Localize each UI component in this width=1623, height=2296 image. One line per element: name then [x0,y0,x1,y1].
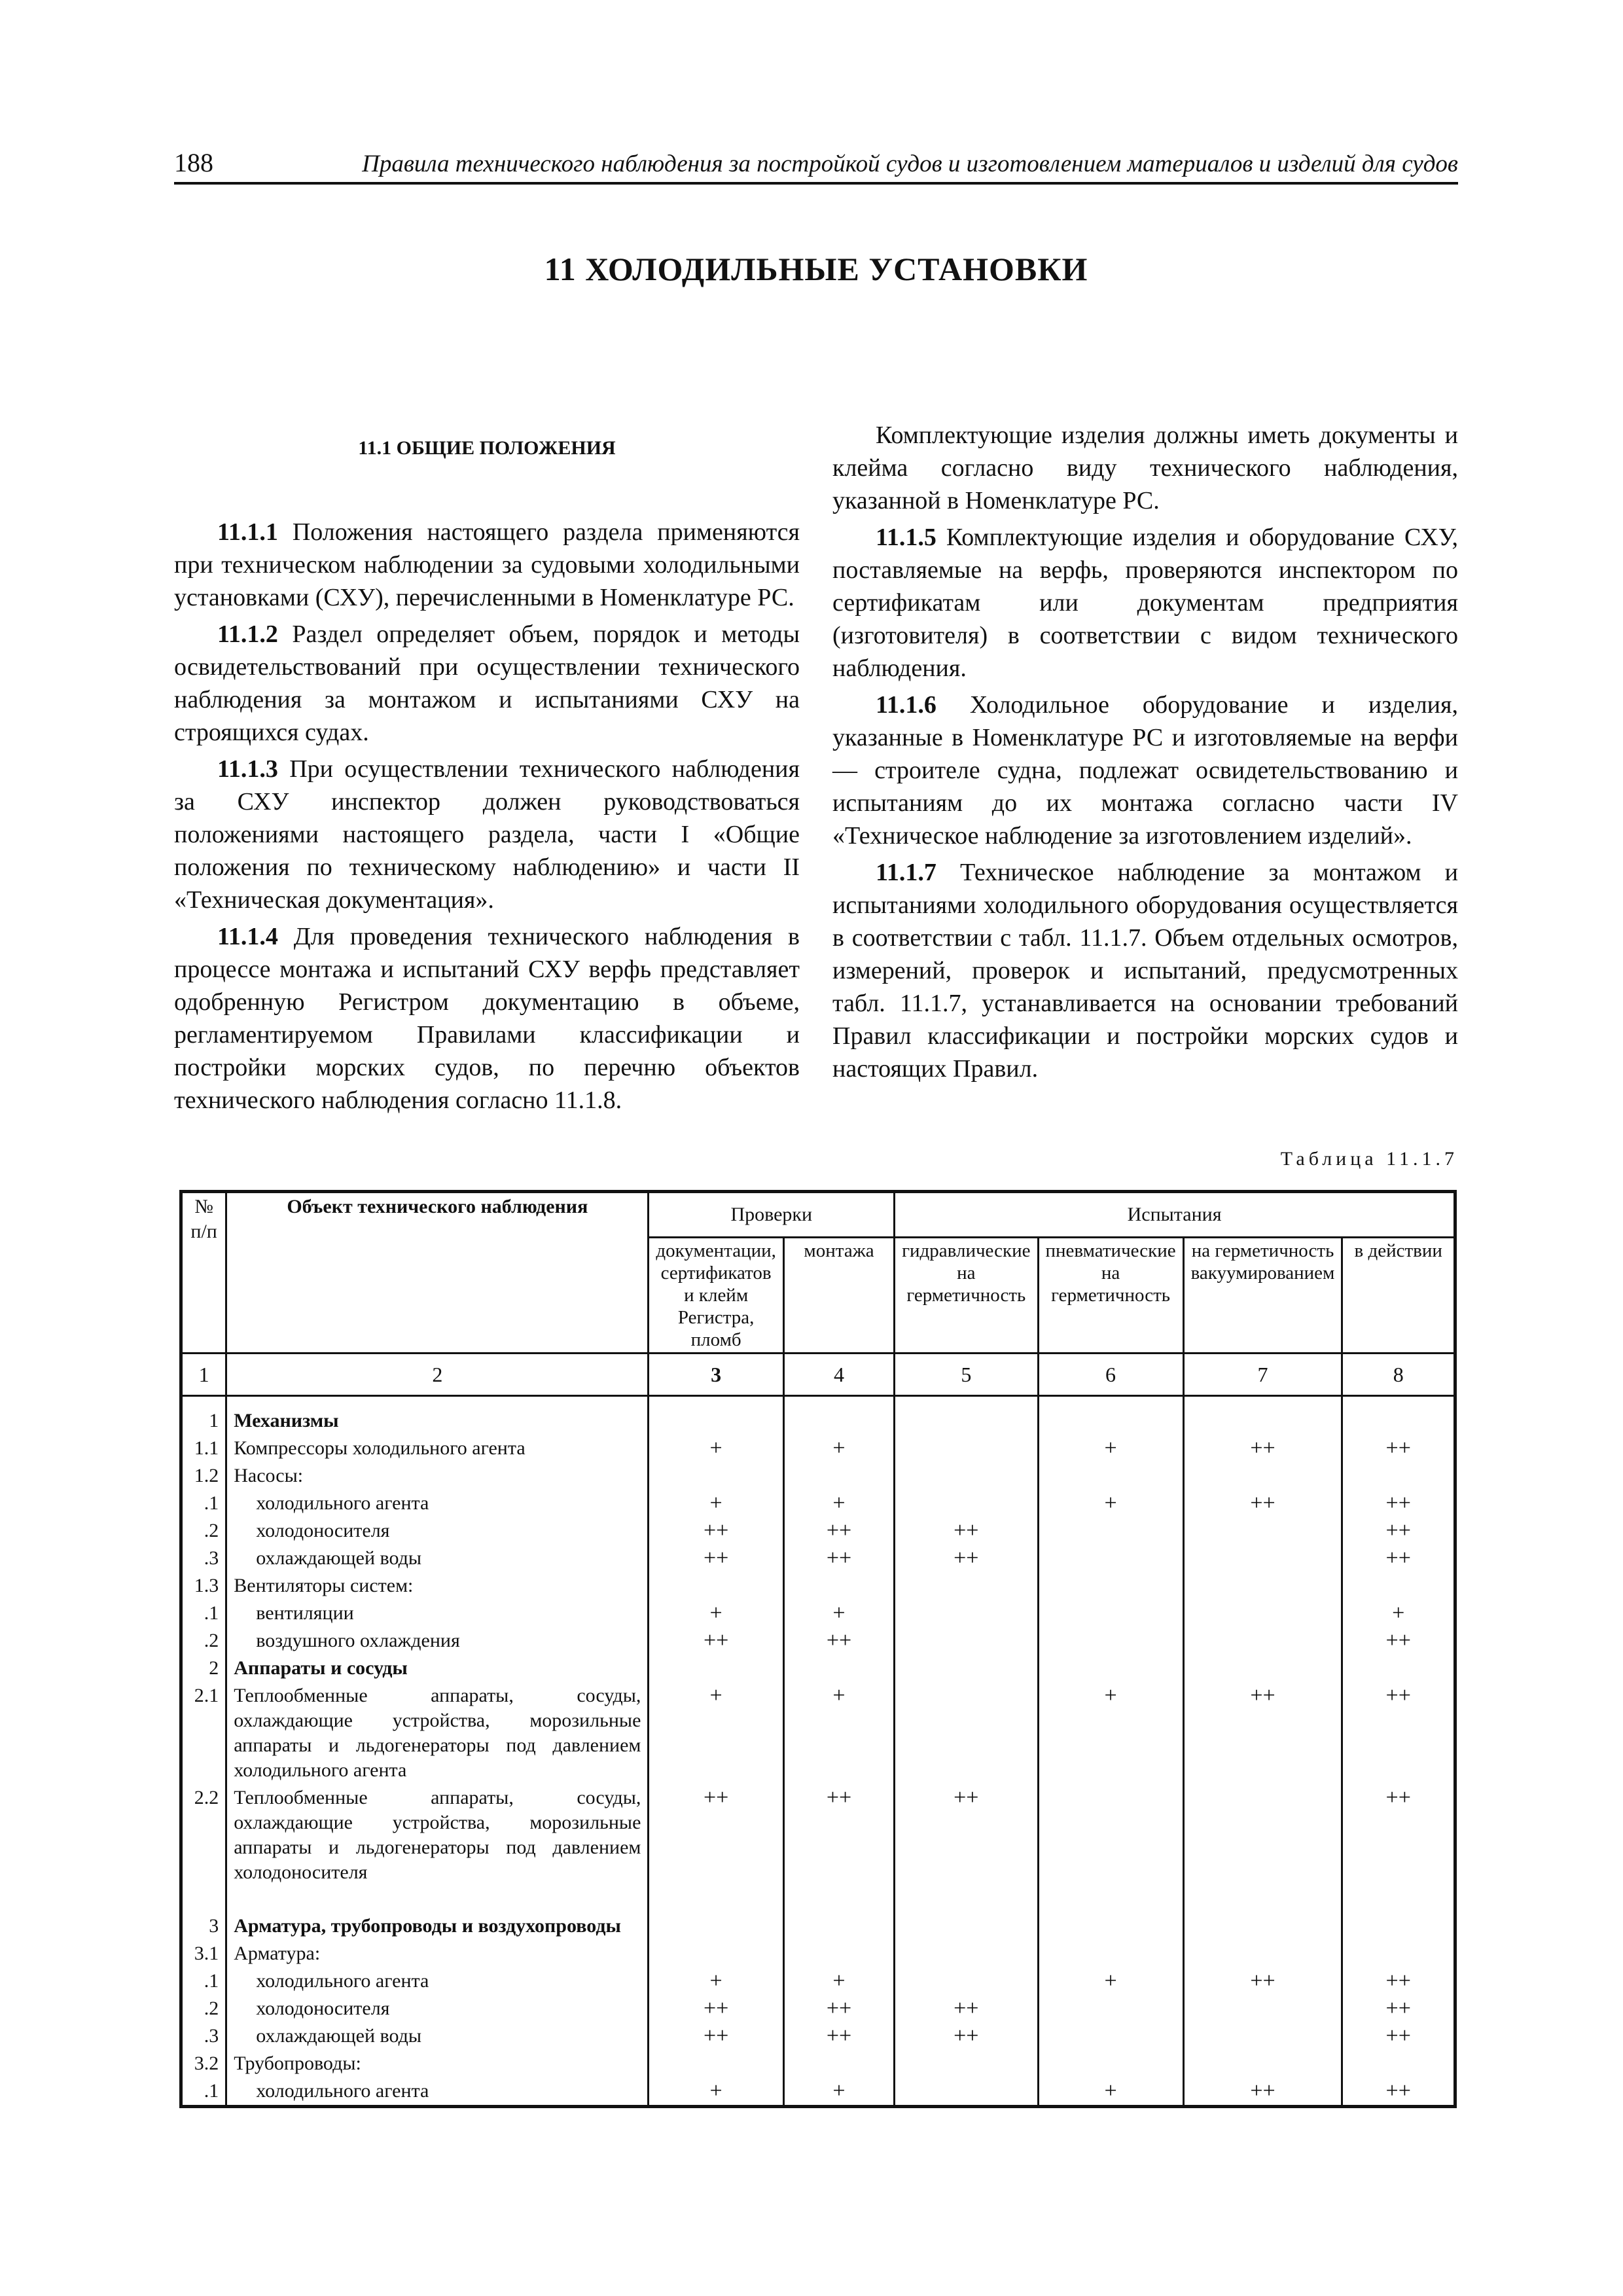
mark-cell: ++ [783,1545,894,1572]
header-sub-pneumatic: пневматические на герметичность [1038,1238,1183,1354]
object-name: холодильного агента [256,2080,429,2102]
right-paragraphs [832,419,1458,1085]
paragraph [832,419,1458,517]
mark-cell [1038,1572,1183,1600]
mark-cell: ++ [649,1627,784,1655]
table-row [181,1600,1455,1627]
mark-cell [1342,1572,1455,1600]
text-column-left [174,419,800,1121]
mark-cell [895,1600,1038,1627]
mark-cell: ++ [783,1517,894,1545]
mark-cell [1183,1655,1342,1682]
row-object [226,1940,649,1967]
paragraph-text: При осуществлении технического наблюдения за СХУ инспектор должен руководствоваться положениями настоящего раздела, части I «Общие положения по техническому наблюдению» и части II «Техническая документация». [174,755,800,914]
mark-cell [783,1940,894,1967]
row-number: 3 [181,1912,226,1940]
mark-cell: ++ [895,2022,1038,2050]
mark-cell [649,1940,784,1967]
table-row [181,1396,1455,1435]
mark-cell: ++ [1342,1435,1455,1462]
mark-cell: + [649,2077,784,2107]
paragraph-text: Положения настоящего раздела применяются при техническом наблюдении за судовыми холодильными установками (СХУ), перечисленными в Номенклатуре РС. [174,518,800,611]
inspection-table [179,1190,1457,2108]
mark-cell [1183,1940,1342,1967]
running-title: Правила технического наблюдения за постройкой судов и изготовлением материалов и изделий для судов [362,151,1458,177]
mark-cell [783,1396,894,1435]
row-number: 2 [181,1655,226,1682]
table-row [181,1912,1455,1940]
row-number: .1 [181,2077,226,2107]
mark-cell [1038,1396,1183,1435]
header-sub-hydraulic: гидравлические на герметичность [895,1238,1038,1354]
mark-cell [649,1462,784,1490]
column-number: 8 [1342,1354,1455,1396]
column-number-row [181,1354,1455,1396]
mark-cell: ++ [1342,1545,1455,1572]
mark-cell: ++ [649,1545,784,1572]
row-object [226,1462,649,1490]
header-col-num: № п/п [181,1192,226,1354]
mark-cell: + [783,1490,894,1517]
object-name: Теплообменные аппараты, сосуды, охлаждающие устройства, морозильные аппараты и льдогенераторы под давлением холодоносителя [234,1787,641,1883]
table-row [181,1655,1455,1682]
mark-cell [895,1967,1038,1995]
table-row [181,2077,1455,2107]
mark-cell: ++ [783,1995,894,2022]
object-name: Арматура: [234,1943,321,1964]
mark-cell: + [1038,2077,1183,2107]
spacer-cell [1183,1886,1342,1912]
table-row [181,1462,1455,1490]
row-number: 3.2 [181,2050,226,2077]
object-name: Компрессоры холодильного агента [234,1437,526,1459]
table-row [181,1435,1455,1462]
mark-cell [1038,1462,1183,1490]
header-sub-operation: в действии [1342,1238,1455,1354]
text-column-right [832,419,1458,1089]
mark-cell: ++ [783,1627,894,1655]
mark-cell [783,1572,894,1600]
mark-cell [1183,1995,1342,2022]
table-row [181,1940,1455,1967]
mark-cell [1342,1912,1455,1940]
row-number: 1.3 [181,1572,226,1600]
header-sub-installation: монтажа [783,1238,894,1354]
mark-cell: ++ [1342,1995,1455,2022]
mark-cell [895,1655,1038,1682]
mark-cell: + [649,1490,784,1517]
table-caption: Таблица 11.1.7 [1280,1148,1458,1170]
object-name: холодоносителя [256,1520,390,1541]
mark-cell [1183,1912,1342,1940]
row-object [226,2077,649,2107]
mark-cell [1342,1396,1455,1435]
mark-cell: + [1038,1967,1183,1995]
mark-cell: ++ [895,1517,1038,1545]
row-object [226,1545,649,1572]
column-number: 4 [783,1354,894,1396]
column-number: 3 [649,1354,784,1396]
mark-cell: + [1038,1490,1183,1517]
mark-cell [1183,1572,1342,1600]
table-row [181,2050,1455,2077]
mark-cell: + [783,1600,894,1627]
column-number: 5 [895,1354,1038,1396]
row-number: .2 [181,1627,226,1655]
mark-cell [1183,1545,1342,1572]
mark-cell: + [783,1682,894,1784]
mark-cell: ++ [1183,1967,1342,1995]
object-name: воздушного охлаждения [256,1630,460,1651]
table-body [181,1396,1455,2107]
mark-cell: ++ [649,1517,784,1545]
table-row [181,1545,1455,1572]
table-row [181,1572,1455,1600]
paragraph-number: 11.1.1 [217,518,278,546]
header-col-object: Объект технического наблюдения [226,1192,649,1354]
spacer-cell [1342,1886,1455,1912]
mark-cell [1038,1627,1183,1655]
table-row [181,1784,1455,1886]
mark-cell [1342,1462,1455,1490]
mark-cell [1038,1655,1183,1682]
table-spacer-row [181,1886,1455,1912]
mark-cell: + [1342,1600,1455,1627]
chapter-title: 11 ХОЛОДИЛЬНЫЕ УСТАНОВКИ [544,251,1088,287]
table-row [181,1967,1455,1995]
paragraph [174,618,800,749]
spacer-cell [226,1886,649,1912]
row-number: .2 [181,1517,226,1545]
row-object [226,1912,649,1940]
object-name: холодильного агента [256,1492,429,1514]
table-row [181,2022,1455,2050]
mark-cell: ++ [895,1545,1038,1572]
header-group-checks: Проверки [649,1192,895,1238]
header-sub-documents: документации, сертификатов и клейм Регистра, пломб [649,1238,784,1354]
mark-cell [1183,1627,1342,1655]
mark-cell [1342,2050,1455,2077]
section-heading: 11.1 ОБЩИЕ ПОЛОЖЕНИЯ [358,437,616,459]
paragraph-text: Комплектующие изделия должны иметь документы и клейма согласно виду технического наблюдения, указанной в Номенклатуре РС. [832,422,1458,514]
object-name: Арматура, трубопроводы и воздухопроводы [234,1915,621,1937]
object-name: Механизмы [234,1410,339,1431]
column-number: 1 [181,1354,226,1396]
mark-cell: + [1038,1435,1183,1462]
spacer-cell [1038,1886,1183,1912]
row-number: 1 [181,1396,226,1435]
mark-cell: ++ [1342,1490,1455,1517]
mark-cell [1038,2022,1183,2050]
mark-cell: ++ [783,2022,894,2050]
row-number: .1 [181,1600,226,1627]
mark-cell: + [649,1435,784,1462]
paragraph-number: 11.1.2 [217,620,278,648]
row-number: 1.1 [181,1435,226,1462]
row-object [226,1967,649,1995]
row-number: 2.2 [181,1784,226,1886]
page-header [174,145,1458,185]
mark-cell: ++ [895,1784,1038,1886]
row-object [226,1784,649,1886]
mark-cell [783,1912,894,1940]
mark-cell: ++ [1342,1682,1455,1784]
row-number: .1 [181,1967,226,1995]
mark-cell [1038,1545,1183,1572]
mark-cell [895,1940,1038,1967]
mark-cell: + [1038,1682,1183,1784]
spacer-cell [783,1886,894,1912]
mark-cell: ++ [1183,1435,1342,1462]
mark-cell [783,2050,894,2077]
row-object [226,1517,649,1545]
mark-cell [895,2077,1038,2107]
row-object [226,1490,649,1517]
mark-cell: ++ [895,1995,1038,2022]
row-object [226,1627,649,1655]
paragraph-number: 11.1.4 [217,923,278,950]
mark-cell [1038,1517,1183,1545]
mark-cell [649,2050,784,2077]
mark-cell [1183,1600,1342,1627]
mark-cell [895,1396,1038,1435]
mark-cell: ++ [1342,1517,1455,1545]
object-name: Теплообменные аппараты, сосуды, охлаждающие устройства, морозильные аппараты и льдогенераторы под давлением холодильного агента [234,1685,641,1781]
spacer-cell [181,1886,226,1912]
mark-cell: + [649,1600,784,1627]
table-row [181,1682,1455,1784]
column-number: 2 [226,1354,649,1396]
mark-cell [895,1682,1038,1784]
mark-cell [1183,1396,1342,1435]
mark-cell: ++ [1183,1490,1342,1517]
object-name: холодоносителя [256,1998,390,2019]
mark-cell [895,1462,1038,1490]
column-number: 7 [1183,1354,1342,1396]
mark-cell: ++ [1183,2077,1342,2107]
mark-cell: + [783,1435,894,1462]
paragraph-number: 11.1.5 [876,524,936,551]
row-object [226,1572,649,1600]
mark-cell: ++ [649,1995,784,2022]
spacer-cell [649,1886,784,1912]
object-name: Насосы: [234,1465,304,1486]
mark-cell [1038,1940,1183,1967]
mark-cell [649,1396,784,1435]
mark-cell: + [649,1682,784,1784]
object-name: вентиляции [256,1602,354,1624]
mark-cell [1038,1600,1183,1627]
row-object [226,1682,649,1784]
mark-cell: ++ [649,2022,784,2050]
mark-cell [895,2050,1038,2077]
paragraph-text: Раздел определяет объем, порядок и методы освидетельствований при осуществлении технического наблюдения за монтажом и испытаниями СХУ на строящихся судах. [174,620,800,746]
paragraph-number: 11.1.6 [876,691,936,719]
mark-cell: ++ [783,1784,894,1886]
paragraph-number: 11.1.7 [876,859,936,886]
object-name: охлаждающей воды [256,2025,422,2047]
row-object [226,1655,649,1682]
paragraph [174,920,800,1117]
mark-cell [1038,2050,1183,2077]
object-name: холодильного агента [256,1970,429,1992]
paragraph [174,753,800,916]
row-object [226,1435,649,1462]
row-object [226,1600,649,1627]
paragraph [832,689,1458,852]
mark-cell [1183,2022,1342,2050]
mark-cell [783,1462,894,1490]
mark-cell [649,1655,784,1682]
mark-cell: ++ [1342,1967,1455,1995]
mark-cell: ++ [1342,1784,1455,1886]
row-number: .3 [181,2022,226,2050]
paragraph [832,521,1458,685]
row-number: 1.2 [181,1462,226,1490]
row-number: .1 [181,1490,226,1517]
mark-cell [1183,1462,1342,1490]
mark-cell: + [783,2077,894,2107]
paragraph [174,516,800,614]
object-name: Аппараты и сосуды [234,1657,408,1679]
paragraph-text: Холодильное оборудование и изделия, указанные в Номенклатуре РС и изготовляемые на верфи — строителе судна, подлежат освидетельствованию и испытаниям до их монтажа согласно части IV «Техническое наблюдение за изготовлением изделий». [832,691,1458,850]
mark-cell: ++ [1183,1682,1342,1784]
mark-cell [1038,1995,1183,2022]
left-paragraphs [174,516,800,1117]
mark-cell [1183,1784,1342,1886]
object-name: Вентиляторы систем: [234,1575,414,1596]
mark-cell [895,1572,1038,1600]
object-name: Трубопроводы: [234,2053,361,2074]
page-number: 188 [174,148,213,177]
row-number: 2.1 [181,1682,226,1784]
mark-cell [1183,2050,1342,2077]
mark-cell: ++ [1342,1627,1455,1655]
paragraph-text: Комплектующие изделия и оборудование СХУ, поставляемые на верфь, проверяются инспектором по сертификатам или документам предприятия (изготовителя) в соответствии с видом технического наблюдения. [832,524,1458,682]
row-object [226,1396,649,1435]
spacer-cell [895,1886,1038,1912]
mark-cell [1342,1940,1455,1967]
mark-cell [895,1435,1038,1462]
mark-cell [1183,1517,1342,1545]
mark-cell: + [649,1967,784,1995]
mark-cell [895,1912,1038,1940]
mark-cell: ++ [1342,2022,1455,2050]
row-object [226,1995,649,2022]
table-row [181,1995,1455,2022]
row-number: 3.1 [181,1940,226,1967]
row-number: .2 [181,1995,226,2022]
mark-cell: ++ [1342,2077,1455,2107]
mark-cell [1342,1655,1455,1682]
row-number: .3 [181,1545,226,1572]
table-row [181,1517,1455,1545]
row-object [226,2022,649,2050]
table-row [181,1490,1455,1517]
paragraph-text: Для проведения технического наблюдения в процессе монтажа и испытаний СХУ верфь представляет одобренную Регистром документацию в объеме, регламентируемом Правилами классификации и постройки морских судов, по перечню объектов технического наблюдения согласно 11.1.8. [174,923,800,1114]
mark-cell [895,1490,1038,1517]
mark-cell [1038,1912,1183,1940]
mark-cell: ++ [649,1784,784,1886]
paragraph-text: Техническое наблюдение за монтажом и испытаниями холодильного оборудования осуществляется в соответствии с табл. 11.1.7. Объем отдельных осмотров, измерений, проверок и испытаний, предусмотренных табл. 11.1.7, устанавливается на основании требований Правил классификации и постройки морских судов и настоящих Правил. [832,859,1458,1083]
paragraph [832,856,1458,1085]
paragraph-number: 11.1.3 [217,755,278,783]
mark-cell [783,1655,894,1682]
header-sub-vacuum: на герметичность вакуумированием [1183,1238,1342,1354]
mark-cell [649,1912,784,1940]
mark-cell: + [783,1967,894,1995]
mark-cell [649,1572,784,1600]
table-row [181,1627,1455,1655]
row-object [226,2050,649,2077]
header-group-tests: Испытания [895,1192,1455,1238]
object-name: охлаждающей воды [256,1547,422,1569]
column-number: 6 [1038,1354,1183,1396]
mark-cell [895,1627,1038,1655]
mark-cell [1038,1784,1183,1886]
